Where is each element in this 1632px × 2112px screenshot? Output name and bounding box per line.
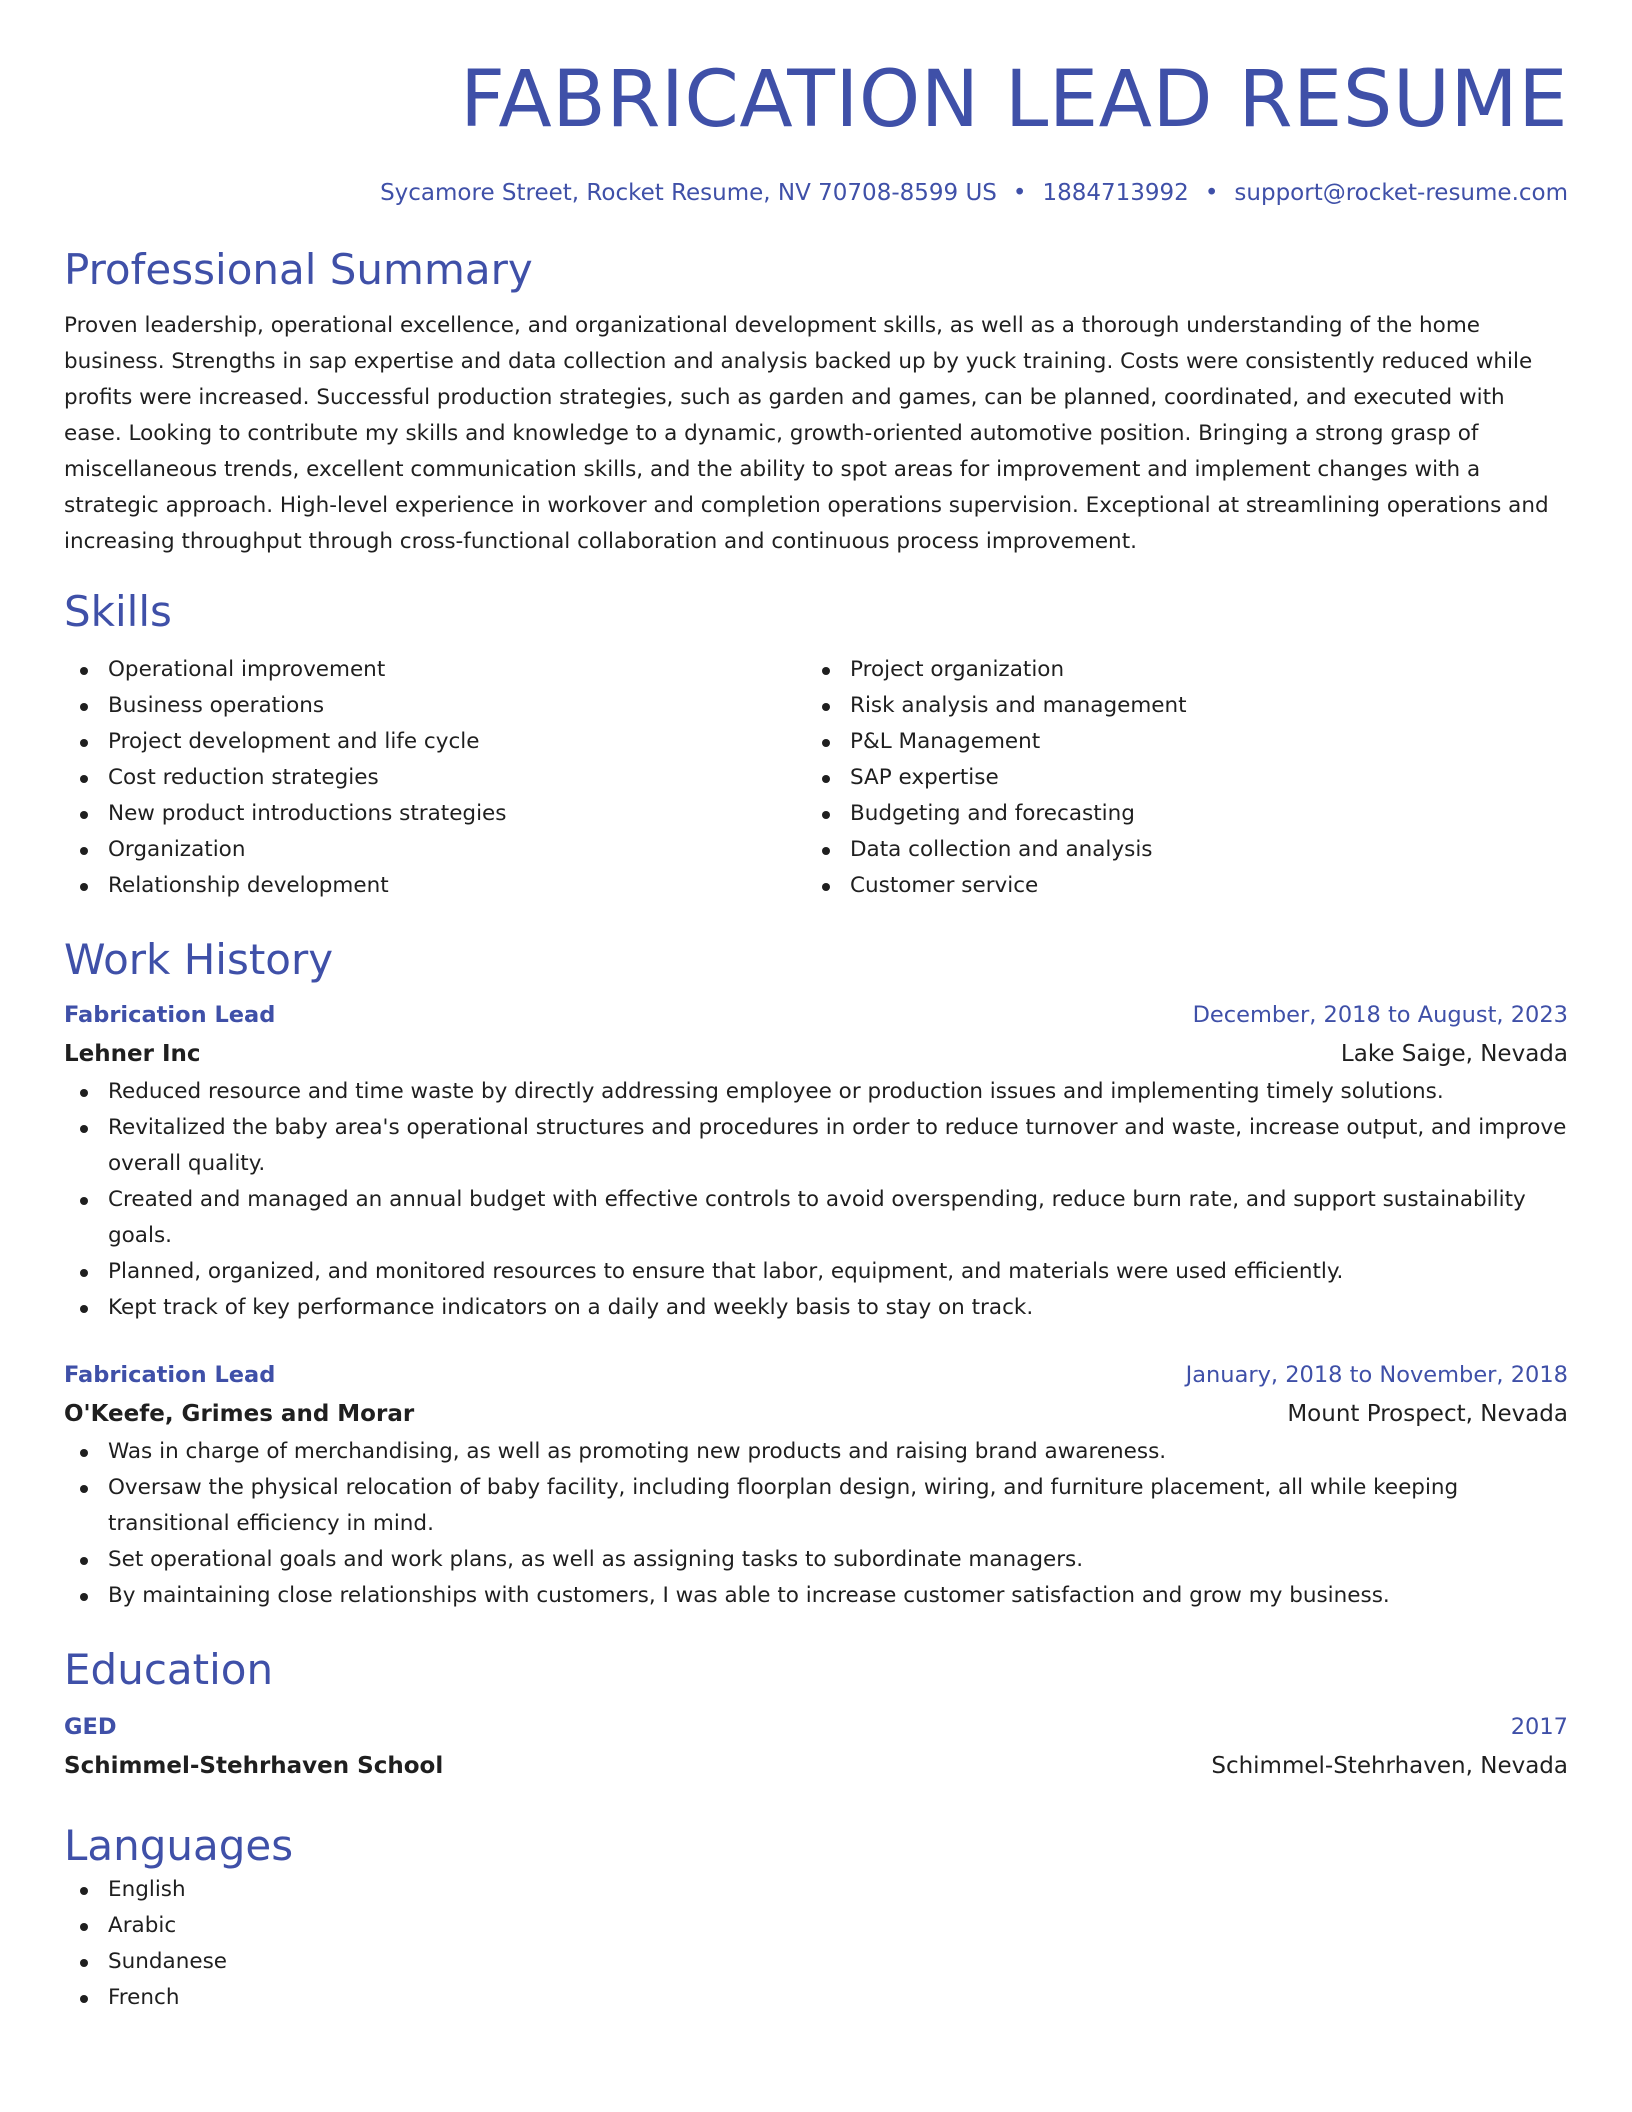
contact-email: support@rocket-resume.com bbox=[1234, 180, 1568, 206]
contact-phone: 1884713992 bbox=[1042, 180, 1189, 206]
skill-item: Customer service bbox=[806, 868, 1548, 904]
skills-heading: Skills bbox=[64, 587, 172, 636]
skills-right-list bbox=[806, 652, 1548, 904]
job-bullet-list bbox=[64, 1434, 1568, 1614]
contact-address: Sycamore Street, Rocket Resume, NV 70708-8599 US bbox=[380, 180, 997, 206]
skill-item: Business operations bbox=[64, 688, 806, 724]
education-year: 2017 bbox=[1510, 1714, 1568, 1740]
work-history-heading: Work History bbox=[64, 935, 334, 984]
skill-item: Operational improvement bbox=[64, 652, 806, 688]
summary-text: Proven leadership, operational excellence, and organizational development skills, as well as a thorough understanding of the home business. Strengths in sap expertise and data collection and analysis backed up by yuck training. Costs were consistently reduced while profits were increased. Successful production strategies, such as garden and games, can be planned, coordinated, and executed with ease. Looking to contribute my skills and knowledge to a dynamic, growth-oriented automotive position. Bringing a strong grasp of miscellaneous trends, excellent communication skills, and the ability to spot areas for improvement and implement changes with a strategic approach. High-level experience in workover and completion operations supervision. Exceptional at streamlining operations and increasing throughput through cross-functional collaboration and continuous process improvement. bbox=[64, 313, 1549, 554]
job-title: Fabrication Lead bbox=[64, 1002, 276, 1028]
education-heading: Education bbox=[64, 1645, 274, 1694]
skill-item: Data collection and analysis bbox=[806, 832, 1548, 868]
skill-item: Relationship development bbox=[64, 868, 806, 904]
job-bullet-list bbox=[64, 1074, 1568, 1326]
education-degree: GED bbox=[64, 1714, 117, 1740]
language-item: English bbox=[64, 1872, 1568, 1908]
job-header-row bbox=[64, 1356, 1568, 1394]
skills-columns bbox=[64, 652, 1568, 904]
job-bullet: Was in charge of merchandising, as well as promoting new products and raising brand awareness. bbox=[64, 1434, 1568, 1470]
resume-title: FABRICATION LEAD RESUME bbox=[460, 55, 1568, 145]
skill-item: Risk analysis and management bbox=[806, 688, 1548, 724]
job-dates: December, 2018 to August, 2023 bbox=[1192, 1002, 1568, 1028]
job-entry bbox=[64, 1356, 1568, 1614]
contact-separator: • bbox=[1204, 180, 1219, 206]
contact-separator: • bbox=[1012, 180, 1027, 206]
education-location: Schimmel-Stehrhaven, Nevada bbox=[1211, 1753, 1568, 1779]
skill-item: Budgeting and forecasting bbox=[806, 796, 1548, 832]
skill-item: Organization bbox=[64, 832, 806, 868]
languages-heading: Languages bbox=[64, 1821, 294, 1870]
job-location: Lake Saige, Nevada bbox=[1340, 1041, 1568, 1067]
job-bullet: Set operational goals and work plans, as well as assigning tasks to subordinate managers. bbox=[64, 1542, 1568, 1578]
language-item: Arabic bbox=[64, 1908, 1568, 1944]
education-school: Schimmel-Stehrhaven School bbox=[64, 1753, 444, 1779]
job-bullet: Created and managed an annual budget with effective controls to avoid overspending, reduce burn rate, and support sustainability goals. bbox=[64, 1182, 1568, 1254]
job-bullet: Planned, organized, and monitored resources to ensure that labor, equipment, and materials were used efficiently. bbox=[64, 1254, 1568, 1290]
job-bullet: By maintaining close relationships with customers, I was able to increase customer satisfaction and grow my business. bbox=[64, 1578, 1568, 1614]
languages-list bbox=[64, 1872, 1568, 2016]
summary-heading: Professional Summary bbox=[64, 245, 533, 294]
job-bullet: Reduced resource and time waste by directly addressing employee or production issues and implementing timely solutions. bbox=[64, 1074, 1568, 1110]
language-item: French bbox=[64, 1980, 1568, 2016]
job-bullet: Revitalized the baby area's operational structures and procedures in order to reduce turnover and waste, increase output, and improve overall quality. bbox=[64, 1110, 1568, 1182]
job-company-row bbox=[64, 1394, 1568, 1434]
job-location: Mount Prospect, Nevada bbox=[1287, 1401, 1568, 1427]
skills-left-list bbox=[64, 652, 806, 904]
job-title: Fabrication Lead bbox=[64, 1362, 276, 1388]
skill-item: Project development and life cycle bbox=[64, 724, 806, 760]
skill-item: Project organization bbox=[806, 652, 1548, 688]
resume-page bbox=[64, 0, 1568, 2016]
skill-item: P&L Management bbox=[806, 724, 1548, 760]
skill-item: Cost reduction strategies bbox=[64, 760, 806, 796]
skill-item: SAP expertise bbox=[806, 760, 1548, 796]
job-entry bbox=[64, 996, 1568, 1326]
job-bullet: Kept track of key performance indicators on a daily and weekly basis to stay on track. bbox=[64, 1290, 1568, 1326]
language-item: Sundanese bbox=[64, 1944, 1568, 1980]
education-header-row bbox=[64, 1708, 1568, 1746]
job-company: Lehner Inc bbox=[64, 1041, 201, 1067]
skill-item: New product introductions strategies bbox=[64, 796, 806, 832]
contact-line bbox=[64, 178, 1568, 208]
job-bullet: Oversaw the physical relocation of baby facility, including floorplan design, wiring, and furniture placement, all while keeping transitional efficiency in mind. bbox=[64, 1470, 1568, 1542]
job-header-row bbox=[64, 996, 1568, 1034]
job-dates: January, 2018 to November, 2018 bbox=[1185, 1362, 1568, 1388]
education-school-row bbox=[64, 1746, 1568, 1786]
education-entry bbox=[64, 1708, 1568, 1786]
job-company-row bbox=[64, 1034, 1568, 1074]
job-company: O'Keefe, Grimes and Morar bbox=[64, 1401, 415, 1427]
